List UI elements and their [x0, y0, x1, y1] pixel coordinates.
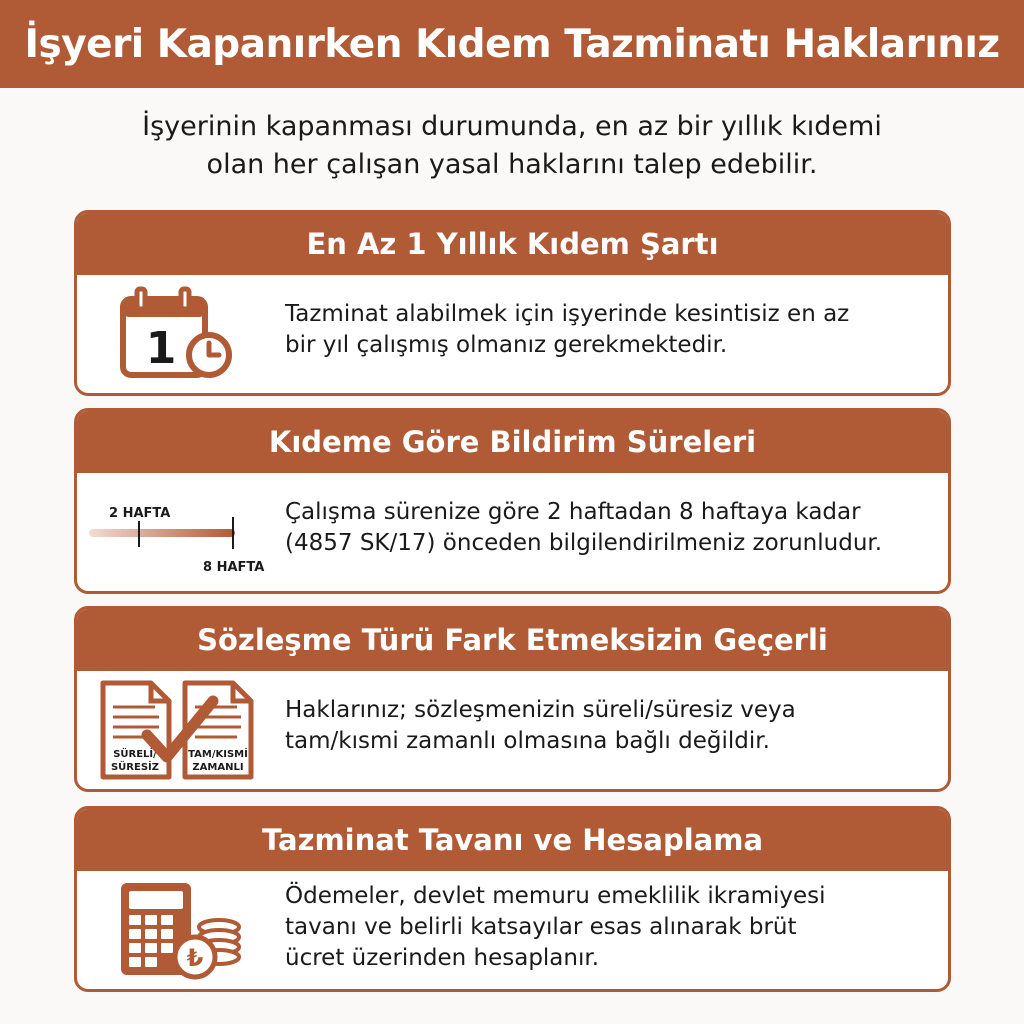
card-line-2: tam/kısmi zamanlı olmasına bağlı değildir.	[285, 728, 770, 754]
card-header	[77, 809, 948, 871]
card-line-2: tavanı ve belirli katsayılar esas alınarak brüt	[285, 914, 797, 940]
card-description	[285, 497, 928, 559]
card-body	[77, 473, 948, 591]
card-cap-calculation	[74, 806, 951, 992]
card-title: Sözleşme Türü Fark Etmeksizin Geçerli	[197, 623, 828, 657]
page-title: İşyeri Kapanırken Kıdem Tazminatı Haklarınız	[24, 21, 1000, 67]
documents-check-icon	[97, 677, 267, 785]
card-description	[285, 695, 928, 757]
doc2-line-2: ZAMANLI	[192, 762, 244, 773]
calendar-clock-icon	[117, 285, 237, 385]
card-contract-type	[74, 606, 951, 792]
card-body	[77, 671, 948, 789]
intro-text	[40, 108, 984, 184]
intro-line-1: İşyerinin kapanması durumunda, en az bir yıllık kıdemi	[142, 111, 882, 142]
card-line-1: Çalışma sürenize göre 2 haftadan 8 haftaya kadar	[285, 499, 861, 525]
card-header	[77, 609, 948, 671]
card-body	[77, 871, 948, 989]
card-body	[77, 275, 948, 393]
card-line-1: Ödemeler, devlet memuru emeklilik ikramiyesi	[285, 883, 826, 909]
card-line-3: ücret üzerinden hesaplanır.	[285, 945, 600, 971]
card-line-1: Tazminat alabilmek için işyerinde kesintisiz en az	[285, 301, 850, 327]
title-banner	[0, 0, 1024, 88]
card-description	[285, 299, 928, 361]
timeline-icon	[85, 487, 275, 577]
card-header	[77, 213, 948, 275]
doc1-line-1: SÜRELİ/	[113, 749, 157, 760]
doc1-line-2: SÜRESİZ	[110, 762, 160, 773]
timeline-end-label: 8 HAFTA	[203, 560, 265, 575]
currency-symbol: ₺	[186, 944, 204, 972]
card-notice-periods	[74, 408, 951, 594]
card-title: Kıdeme Göre Bildirim Süreleri	[268, 425, 757, 459]
card-title: En Az 1 Yıllık Kıdem Şartı	[306, 227, 719, 261]
timeline-start-label: 2 HAFTA	[109, 506, 171, 521]
card-line-2: bir yıl çalışmış olmanız gerekmektedir.	[285, 332, 728, 358]
card-description	[285, 881, 928, 974]
intro-line-2: olan her çalışan yasal haklarını talep edebilir.	[206, 149, 818, 180]
card-line-1: Haklarınız; sözleşmenizin süreli/süresiz veya	[285, 697, 796, 723]
doc2-line-1: TAM/KISMİ	[188, 749, 248, 760]
calendar-number: 1	[145, 323, 177, 374]
card-title: Tazminat Tavanı ve Hesaplama	[261, 823, 764, 857]
calculator-coins-icon	[117, 879, 247, 983]
card-header	[77, 411, 948, 473]
card-line-2: (4857 SK/17) önceden bilgilendirilmeniz zorunludur.	[285, 530, 883, 556]
card-seniority-requirement	[74, 210, 951, 396]
